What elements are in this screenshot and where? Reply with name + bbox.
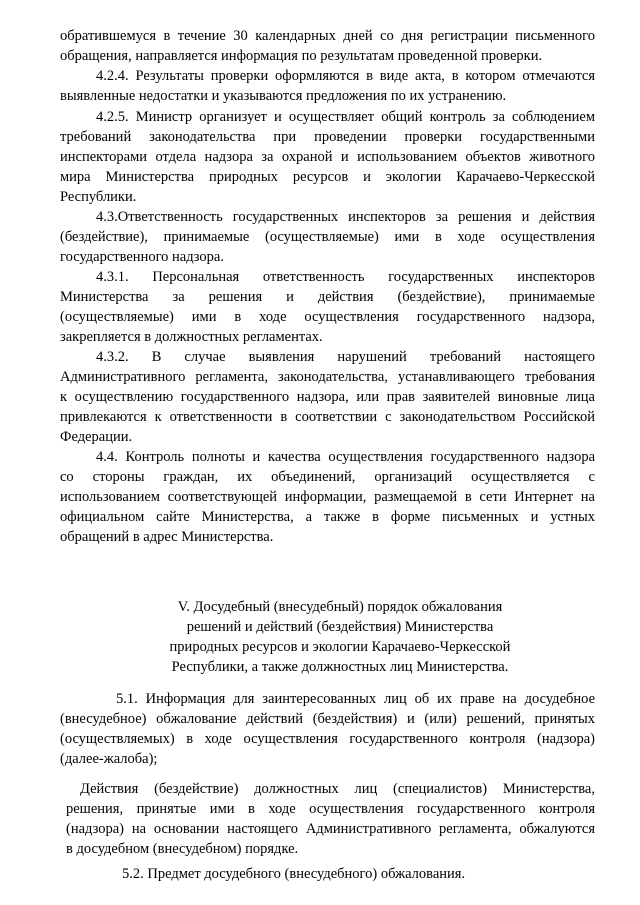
text-line: 4.3.1. Персональная ответственность государственных инспекторов [96, 269, 595, 285]
heading-line: решений и действий (бездействия) Министерства [186, 619, 494, 635]
text-line: 5.2. Предмет досудебного (внесудебного) обжалования. [122, 866, 466, 882]
text-line: к осуществлению государственного надзора, или прав заявителей виновные лица [60, 389, 595, 405]
text-line: (бездействие), принимаемые (осуществляемые) ими в ходе осуществления [60, 229, 595, 245]
text-line: (осуществляемых) в ходе осуществления государственного контроля (надзора) [60, 731, 595, 747]
text-line: со стороны граждан, их объединений, организаций осуществляется с [60, 469, 595, 485]
text-line: в досудебном (внесудебном) порядке. [66, 841, 299, 857]
text-line: Действия (бездействие) должностных лиц (специалистов) Министерства, [80, 781, 595, 797]
text-line: 4.3.Ответственность государственных инспекторов за решения и действия [96, 209, 595, 225]
text-line: выявленные недостатки и указываются предложения по их устранению. [60, 88, 507, 104]
text-line: использованием соответствующей информации, размещаемой в сети Интернет на [60, 489, 595, 505]
text-line: Республики. [60, 189, 137, 205]
text-line: обращений в адрес Министерства. [60, 529, 274, 545]
heading-line: Республики, а также должностных лиц Министерства. [171, 659, 509, 675]
text-line: инспекторами отдела надзора за охраной и использованием объектов животного [60, 149, 595, 165]
text-line: Министерства за решения и действия (бездействие), принимаемые [60, 289, 595, 305]
text-line: 4.3.2. В случае выявления нарушений требований настоящего [96, 349, 595, 365]
heading-line: V. Досудебный (внесудебный) порядок обжалования [177, 599, 503, 615]
text-line: 5.1. Информация для заинтересованных лиц об их праве на досудебное [116, 691, 595, 707]
text-line: 4.2.4. Результаты проверки оформляются в виде акта, в котором отмечаются [96, 68, 595, 84]
text-line: Федерации. [60, 429, 133, 445]
text-line: государственного надзора. [60, 249, 224, 265]
text-line: обратившемуся в течение 30 календарных дней со дня регистрации письменного [60, 28, 595, 44]
heading-line: природных ресурсов и экологии Карачаево-Черкесской [169, 639, 511, 655]
text-line: закрепляется в должностных регламентах. [60, 329, 323, 345]
text-line: 4.2.5. Министр организует и осуществляет общий контроль за соблюдением [96, 109, 595, 125]
text-line: привлекаются к ответственности в соответствии с законодательством Российской [60, 409, 595, 425]
text-line: (осуществляемые) ими в ходе осуществления государственного надзора, [60, 309, 595, 325]
text-line: официальном сайте Министерства, а также в форме письменных и устных [60, 509, 595, 525]
text-line: решения, принятые ими в ходе осуществления государственного контроля [66, 801, 595, 817]
text-line: (надзора) на основании настоящего Административного регламента, обжалуются [66, 821, 595, 837]
text-line: обращения, направляется информация по результатам проведенной проверки. [60, 48, 543, 64]
text-line: (далее-жалоба); [60, 751, 158, 767]
text-line: мира Министерства природных ресурсов и экологии Карачаево-Черкесской [60, 169, 595, 185]
text-line: Административного регламента, законодательства, устанавливающего требования [60, 369, 595, 385]
text-line: 4.4. Контроль полноты и качества осуществления государственного надзора [96, 449, 595, 465]
text-line: требований законодательства при проведении проверки государственными [60, 129, 595, 145]
text-line: (внесудебное) обжалование действий (бездействия) и (или) решений, принятых [60, 711, 595, 727]
